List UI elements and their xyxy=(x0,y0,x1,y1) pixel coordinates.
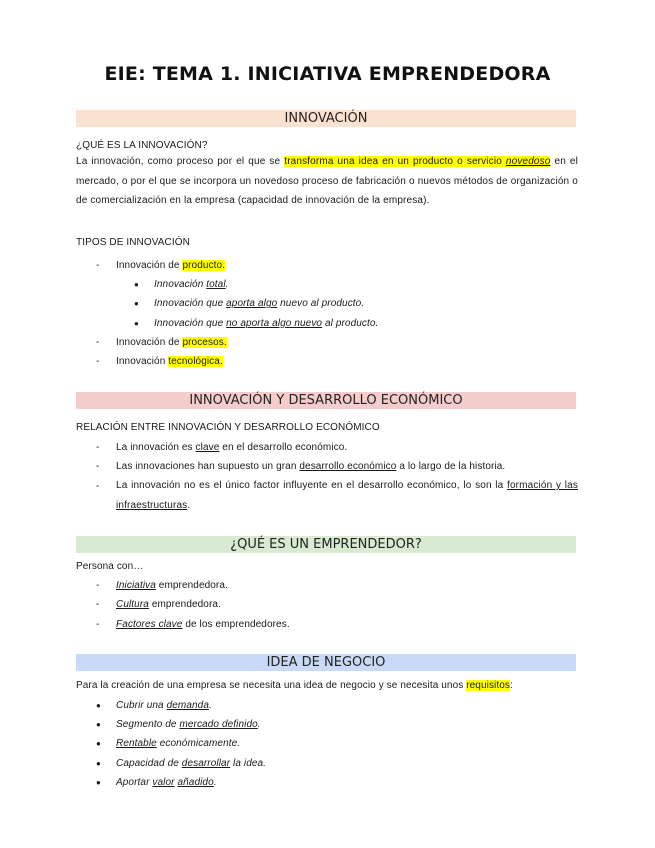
list-item: La innovación es clave en el desarrollo económico. xyxy=(116,442,348,453)
dash-marker: - xyxy=(96,337,100,348)
section-header-desarrollo: INNOVACIÓN Y DESARROLLO ECONÓMICO xyxy=(76,392,576,409)
section-header-negocio: IDEA DE NEGOCIO xyxy=(76,654,576,671)
relation-heading: RELACIÓN ENTRE INNOVACIÓN Y DESARROLLO ECONÓMICO xyxy=(76,422,380,433)
list-item: Innovación de procesos. xyxy=(116,337,227,348)
list-item: Cultura emprendedora. xyxy=(116,599,221,610)
bullet-marker: ● xyxy=(96,701,101,710)
list-item: Innovación tecnológica. xyxy=(116,356,223,367)
bullet-marker: ● xyxy=(134,319,139,328)
list-item: Cubrir una demanda. xyxy=(116,700,212,711)
list-item: Iniciativa emprendedora. xyxy=(116,580,228,591)
list-item: Innovación total. xyxy=(154,279,229,290)
section-header-emprendedor: ¿QUÉ ES UN EMPRENDEDOR? xyxy=(76,536,576,553)
bullet-marker: ● xyxy=(134,280,139,289)
bullet-marker: ● xyxy=(96,778,101,787)
section-header-innovacion: INNOVACIÓN xyxy=(76,110,576,127)
list-item: Innovación que aporta algo nuevo al producto. xyxy=(154,298,365,309)
list-item: Innovación que no aporta algo nuevo al producto. xyxy=(154,318,379,329)
list-item: Aportar valor añadido. xyxy=(116,777,217,788)
tipos-heading: TIPOS DE INNOVACIÓN xyxy=(76,237,190,248)
list-item: Las innovaciones han supuesto un gran desarrollo económico a lo largo de la historia. xyxy=(116,461,506,472)
list-item: Innovación de producto. xyxy=(116,260,226,271)
list-item: Factores clave de los emprendedores. xyxy=(116,619,290,630)
dash-marker: - xyxy=(96,599,100,610)
bullet-marker: ● xyxy=(96,720,101,729)
question-heading: ¿QUÉ ES LA INNOVACIÓN? xyxy=(76,140,208,151)
dash-marker: - xyxy=(96,580,100,591)
definition-paragraph: La innovación, como proceso por el que se transforma una idea en un producto o servicio novedoso en el mercado, o por el que se incorpora un novedoso proceso de fabricación o nuevos métodos de organización o de comercialización en la empresa (capacidad de innovación de la empresa). xyxy=(76,156,578,206)
list-item: Capacidad de desarrollar la idea. xyxy=(116,758,267,769)
bullet-marker: ● xyxy=(96,739,101,748)
dash-marker: - xyxy=(96,356,100,367)
intro-text: Persona con… xyxy=(76,561,144,572)
list-item: Rentable económicamente. xyxy=(116,738,241,749)
list-item: La innovación no es el único factor influyente en el desarrollo económico, lo son la formación y las infraestructuras. xyxy=(116,480,578,511)
document-title: EIE: TEMA 1. INICIATIVA EMPRENDEDORA xyxy=(104,63,551,85)
highlight-definition: transforma una idea en un producto o servicio novedoso xyxy=(284,156,551,167)
dash-marker: - xyxy=(96,481,100,492)
list-item: Segmento de mercado definido. xyxy=(116,719,261,730)
dash-marker: - xyxy=(96,260,100,271)
dash-marker: - xyxy=(96,619,100,630)
dash-marker: - xyxy=(96,442,100,453)
dash-marker: - xyxy=(96,461,100,472)
intro-text: Para la creación de una empresa se necesita una idea de negocio y se necesita unos requisitos: xyxy=(76,680,513,691)
bullet-marker: ● xyxy=(134,299,139,308)
bullet-marker: ● xyxy=(96,759,101,768)
